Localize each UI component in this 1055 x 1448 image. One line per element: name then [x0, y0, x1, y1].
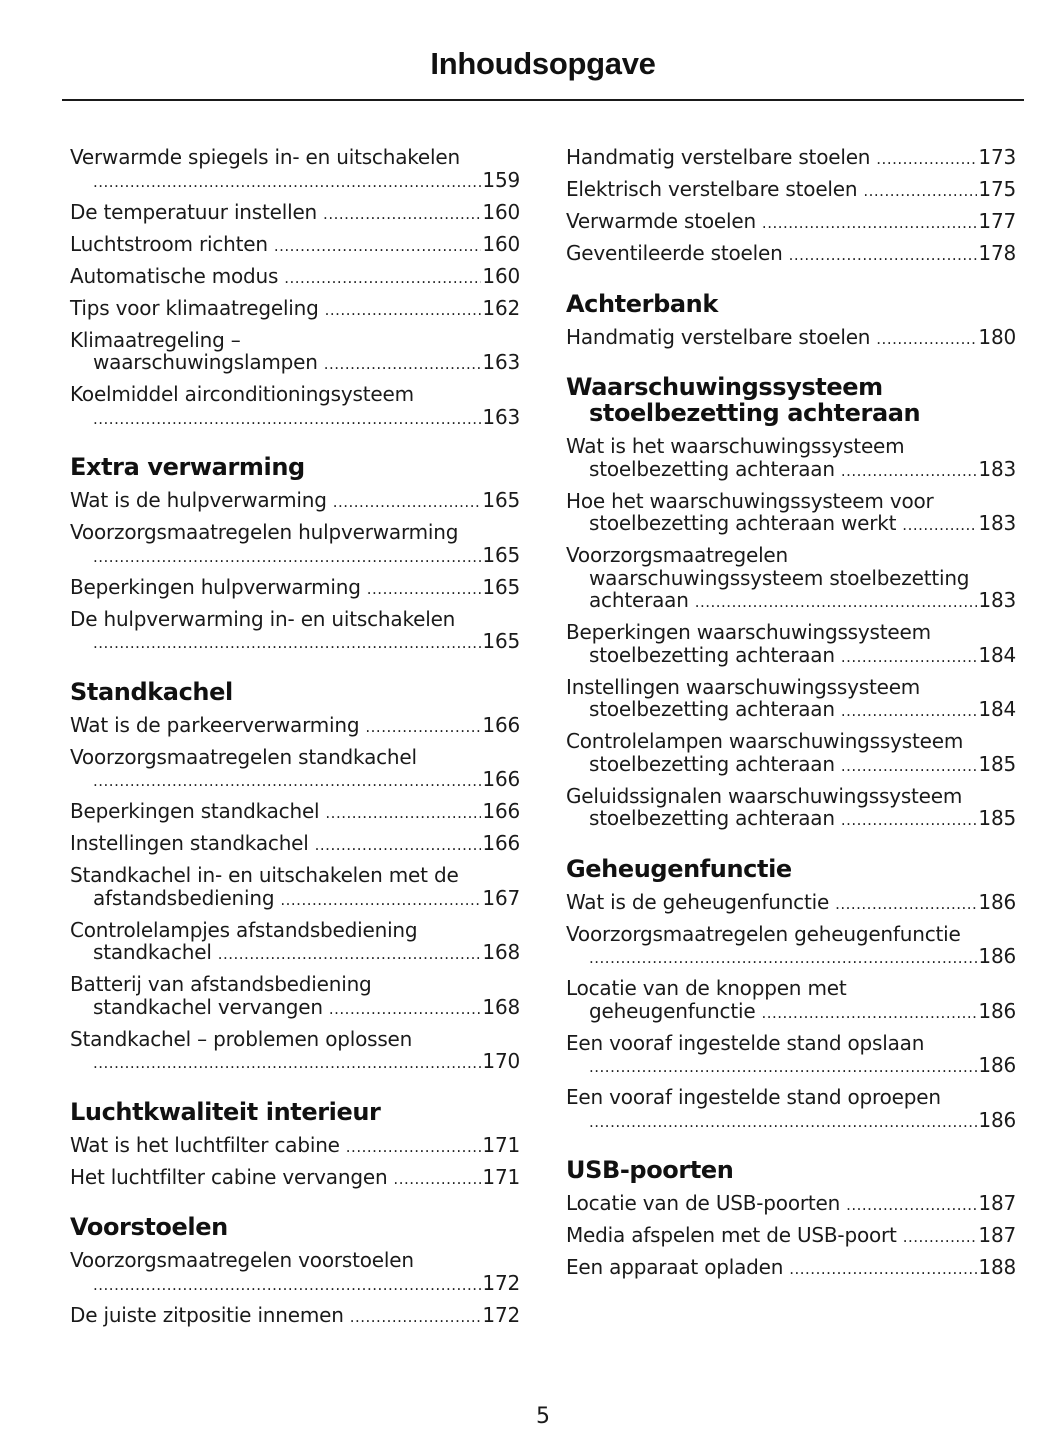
- toc-entry[interactable]: [566, 621, 1016, 668]
- dot-leader: [93, 408, 481, 431]
- toc-entry-line: [70, 1272, 520, 1297]
- toc-entry-title: Koelmiddel airconditioningsysteem: [70, 382, 414, 406]
- toc-entry[interactable]: [566, 1256, 1016, 1281]
- toc-entry-line: [566, 326, 1016, 351]
- toc-page-number[interactable]: 165: [482, 542, 520, 567]
- toc-entry[interactable]: [70, 800, 520, 825]
- toc-entry-line: [70, 406, 520, 431]
- section-heading-text: Achterbank: [566, 289, 718, 318]
- toc-page-number[interactable]: 159: [482, 167, 520, 192]
- toc-entry-title: Instellingen waarschuwingssysteem: [566, 674, 921, 699]
- toc-entry-line: [70, 1134, 520, 1159]
- toc-entry-line: [566, 1054, 1016, 1079]
- toc-entry-title: Voorzorgsmaatregelen hulpverwarming: [70, 520, 459, 544]
- toc-entry-title: Controlelampen waarschuwingssysteem: [566, 729, 964, 753]
- section-heading: [566, 291, 1016, 317]
- toc-entry-line: [70, 1166, 520, 1191]
- dot-leader: [589, 1111, 977, 1134]
- toc-page-number[interactable]: 186: [978, 1053, 1016, 1077]
- dot-leader: [841, 700, 978, 723]
- dot-leader: [902, 514, 977, 537]
- toc-page-number[interactable]: 188: [978, 1255, 1016, 1279]
- toc-entry[interactable]: [566, 1086, 1016, 1133]
- toc-entry[interactable]: [566, 891, 1016, 916]
- dot-leader: [761, 1002, 977, 1025]
- toc-entry-title: Klimaatregeling –: [70, 327, 241, 352]
- toc-entry-title: Wat is de geheugenfunctie: [566, 889, 830, 914]
- toc-entry-title: stoelbezetting achteraan: [589, 751, 835, 776]
- toc-entry[interactable]: [70, 608, 520, 655]
- page-number: 5: [536, 1404, 550, 1429]
- toc-page-number[interactable]: 165: [482, 574, 520, 599]
- dot-leader: [93, 171, 481, 194]
- toc-entry-title: Elektrisch verstelbare stoelen: [566, 177, 858, 201]
- toc-entry-title: Standkachel in- en uitschakelen met de: [70, 863, 459, 887]
- toc-entry-line: [566, 644, 1016, 669]
- toc-page-number[interactable]: 185: [978, 751, 1016, 776]
- toc-entry[interactable]: [70, 1166, 520, 1191]
- toc-entry-title: Luchtstroom richten: [70, 231, 268, 256]
- toc-page-number[interactable]: 186: [978, 1107, 1016, 1132]
- section-heading-text: stoelbezetting achteraan: [589, 399, 921, 427]
- toc-entry[interactable]: [70, 233, 520, 258]
- dot-leader: [841, 646, 978, 669]
- toc-entry-title: Tips voor klimaatregeling: [70, 295, 319, 320]
- toc-left-column: [70, 146, 520, 1336]
- toc-page-number[interactable]: 165: [482, 488, 520, 512]
- toc-entry-title: Automatische modus: [70, 263, 279, 288]
- toc-page-number[interactable]: 165: [482, 629, 520, 653]
- toc-page-number[interactable]: 172: [482, 1270, 520, 1295]
- toc-page-number[interactable]: 160: [482, 231, 520, 256]
- toc-entry-title: Een vooraf ingestelde stand oproepen: [566, 1085, 941, 1109]
- dot-leader: [841, 755, 978, 778]
- toc-entry[interactable]: [70, 576, 520, 601]
- toc-entry-line: [566, 242, 1016, 267]
- section-heading-text: Standkachel: [70, 677, 233, 706]
- toc-page-number[interactable]: 186: [978, 889, 1016, 914]
- dot-leader: [393, 1168, 481, 1191]
- toc-entry-title: Handmatig verstelbare stoelen: [566, 145, 871, 169]
- toc-entry-title: waarschuwingssysteem stoelbezetting: [589, 565, 970, 590]
- toc-entry-title: Locatie van de knoppen met: [566, 976, 847, 1000]
- toc-entry[interactable]: [70, 864, 520, 911]
- dot-leader: [346, 1136, 482, 1159]
- toc-page-number[interactable]: 172: [482, 1302, 520, 1327]
- toc-entry-title: Controlelampjes afstandsbediening: [70, 917, 418, 942]
- toc-entry[interactable]: [566, 242, 1016, 267]
- toc-entry-line: [566, 1192, 1016, 1217]
- toc-entry-title: Een vooraf ingestelde stand opslaan: [566, 1030, 925, 1055]
- section-heading: [70, 1214, 520, 1240]
- toc-entry[interactable]: [70, 489, 520, 514]
- toc-entry-line: [566, 1224, 1016, 1249]
- toc-entry-title: geheugenfunctie: [589, 998, 756, 1023]
- dot-leader: [903, 1226, 978, 1249]
- toc-entry-line: [70, 832, 520, 857]
- toc-entry-line: [566, 945, 1016, 970]
- toc-page-number[interactable]: 166: [482, 767, 520, 791]
- dot-leader: [841, 809, 978, 832]
- toc-entry-title: Wat is de hulpverwarming: [70, 488, 327, 512]
- toc-entry[interactable]: [70, 1304, 520, 1329]
- toc-entry-title: stoelbezetting achteraan: [589, 456, 835, 481]
- toc-entry[interactable]: [566, 1032, 1016, 1079]
- toc-entry-title: Wat is het waarschuwingssysteem: [566, 434, 905, 458]
- toc-page-number[interactable]: 171: [482, 1164, 520, 1189]
- toc-entry-line: [70, 576, 520, 601]
- dot-leader: [762, 212, 978, 235]
- toc-entry-title: Instellingen standkachel: [70, 831, 309, 855]
- toc-page-number[interactable]: 160: [482, 263, 520, 288]
- toc-entry[interactable]: [70, 201, 520, 226]
- toc-page-number[interactable]: 180: [978, 324, 1016, 349]
- dot-leader: [93, 1052, 481, 1075]
- toc-page-number[interactable]: 163: [482, 350, 520, 374]
- toc-entry[interactable]: [566, 326, 1016, 351]
- toc-page-number[interactable]: 173: [978, 145, 1016, 169]
- dot-leader: [329, 998, 482, 1021]
- toc-entry-line: [566, 891, 1016, 916]
- dot-leader: [841, 460, 978, 483]
- toc-entry-title: Voorzorgsmaatregelen: [566, 543, 789, 567]
- toc-entry-line: [70, 489, 520, 514]
- section-heading-text: Waarschuwingssysteem: [566, 373, 883, 401]
- toc-page-number[interactable]: 160: [482, 199, 520, 224]
- toc-entry-title: afstandsbediening: [93, 885, 275, 910]
- toc-entry-title: waarschuwingslampen: [93, 350, 318, 374]
- toc-page-number[interactable]: 177: [978, 209, 1016, 233]
- toc-entry[interactable]: [566, 923, 1016, 970]
- dot-leader: [365, 716, 481, 739]
- toc-entry[interactable]: [566, 544, 1016, 614]
- toc-entry-title: stoelbezetting achteraan werkt: [589, 511, 897, 535]
- toc-page-number[interactable]: 168: [482, 994, 520, 1019]
- section-heading: [70, 1099, 520, 1125]
- toc-entry[interactable]: [566, 977, 1016, 1024]
- toc-entry[interactable]: [70, 297, 520, 322]
- toc-entry[interactable]: [566, 676, 1016, 723]
- toc-page-number[interactable]: 186: [978, 998, 1016, 1023]
- toc-page-number[interactable]: 163: [482, 404, 520, 429]
- section-heading: [566, 374, 1016, 426]
- toc-entry[interactable]: [566, 435, 1016, 482]
- toc-entry-title: stoelbezetting achteraan: [589, 642, 835, 667]
- toc-entry-line: [566, 1000, 1016, 1025]
- toc-entry-line: [70, 169, 520, 194]
- dot-leader: [789, 1258, 977, 1281]
- section-heading-text: USB-poorten: [566, 1156, 734, 1184]
- dot-leader: [589, 947, 977, 970]
- toc-right-column: [566, 146, 1016, 1288]
- toc-entry-title: Hoe het waarschuwingssysteem voor: [566, 488, 934, 513]
- section-heading: [70, 454, 520, 480]
- toc-page-number[interactable]: 185: [978, 806, 1016, 830]
- toc-entry-title: achteraan: [589, 588, 689, 612]
- toc-page-number[interactable]: 162: [482, 295, 520, 320]
- toc-entry[interactable]: [70, 714, 520, 739]
- toc-page-number[interactable]: 168: [482, 940, 520, 964]
- title-divider: [62, 99, 1024, 101]
- toc-page-number[interactable]: 187: [978, 1223, 1016, 1247]
- dot-leader: [589, 1056, 977, 1079]
- toc-entry[interactable]: [566, 146, 1016, 171]
- toc-page-number[interactable]: 186: [978, 944, 1016, 968]
- dot-leader: [93, 632, 481, 655]
- toc-page-number[interactable]: 183: [978, 588, 1016, 612]
- toc-entry-title: Geventileerde stoelen: [566, 241, 783, 265]
- toc-entry-title: Voorzorgsmaatregelen geheugenfunctie: [566, 921, 961, 946]
- toc-entry-line: [70, 1050, 520, 1075]
- toc-entry[interactable]: [70, 146, 520, 193]
- toc-entry-line: [70, 1304, 520, 1329]
- dot-leader: [315, 834, 482, 857]
- toc-entry-title: Een apparaat opladen: [566, 1255, 784, 1279]
- toc-entry-line: [566, 1109, 1016, 1134]
- toc-entry-line: [70, 201, 520, 226]
- toc-entry-title: De temperatuur instellen: [70, 199, 318, 224]
- section-heading: [70, 679, 520, 705]
- page-title: Inhoudsopgave: [430, 46, 656, 81]
- dot-leader: [325, 299, 482, 322]
- toc-page-number[interactable]: 184: [978, 642, 1016, 667]
- dot-leader: [789, 244, 978, 267]
- toc-page-number[interactable]: 183: [978, 511, 1016, 535]
- dot-leader: [323, 203, 481, 226]
- dot-leader: [695, 591, 978, 614]
- toc-entry[interactable]: [566, 490, 1016, 537]
- toc-entry-title: De hulpverwarming in- en uitschakelen: [70, 606, 456, 631]
- section-heading-text: Luchtkwaliteit interieur: [70, 1097, 381, 1126]
- toc-entry-line: [70, 800, 520, 825]
- toc-entry-line: [70, 941, 520, 966]
- dot-leader: [876, 328, 977, 351]
- toc-page-number[interactable]: 175: [978, 177, 1016, 201]
- toc-page-number[interactable]: 184: [978, 697, 1016, 721]
- toc-entry[interactable]: [566, 730, 1016, 777]
- toc-entry-title: standkachel vervangen: [93, 994, 323, 1019]
- dot-leader: [876, 148, 977, 171]
- dot-leader: [324, 353, 482, 376]
- toc-entry[interactable]: [70, 1028, 520, 1075]
- toc-entry-title: stoelbezetting achteraan: [589, 697, 835, 721]
- dot-leader: [93, 546, 481, 569]
- toc-entry-line: [70, 887, 520, 912]
- toc-page-number[interactable]: 183: [978, 456, 1016, 481]
- toc-entry-title: Beperkingen standkachel: [70, 799, 320, 823]
- toc-entry-title: Beperkingen waarschuwingssysteem: [566, 620, 931, 644]
- toc-entry[interactable]: [70, 919, 520, 966]
- toc-entry-title: Verwarmde stoelen: [566, 209, 756, 233]
- toc-entry-title: Handmatig verstelbare stoelen: [566, 324, 871, 349]
- toc-entry-line: [70, 233, 520, 258]
- toc-entry-title: Verwarmde spiegels in- en uitschakelen: [70, 145, 460, 169]
- dot-leader: [284, 267, 481, 290]
- section-heading: [566, 1157, 1016, 1183]
- toc-entry-line: [566, 807, 1016, 832]
- toc-entry-line: [566, 458, 1016, 483]
- toc-entry-line: [70, 351, 520, 376]
- dot-leader: [93, 770, 481, 793]
- dot-leader: [218, 943, 482, 966]
- toc-entry[interactable]: [566, 1192, 1016, 1217]
- toc-page-number[interactable]: 171: [482, 1132, 520, 1157]
- toc-entry-line: [70, 265, 520, 290]
- dot-leader: [367, 578, 482, 601]
- toc-entry-line: [70, 996, 520, 1021]
- toc-entry-line: [70, 630, 520, 655]
- toc-entry-line: [566, 589, 1016, 614]
- toc-entry-line: [566, 178, 1016, 203]
- toc-entry-title: Het luchtfilter cabine vervangen: [70, 1164, 388, 1189]
- toc-entry[interactable]: [70, 329, 520, 376]
- toc-entry[interactable]: [566, 210, 1016, 235]
- toc-entry-title: Voorzorgsmaatregelen voorstoelen: [70, 1248, 414, 1272]
- dot-leader: [280, 889, 481, 912]
- dot-leader: [274, 235, 482, 258]
- toc-entry[interactable]: [70, 746, 520, 793]
- dot-leader: [350, 1306, 482, 1329]
- toc-page-number[interactable]: 167: [482, 885, 520, 910]
- toc-entry-line: [70, 714, 520, 739]
- dot-leader: [835, 893, 977, 916]
- dot-leader: [846, 1194, 977, 1217]
- dot-leader: [325, 802, 481, 825]
- section-heading-text: Voorstoelen: [70, 1213, 228, 1241]
- toc-entry[interactable]: [70, 1134, 520, 1159]
- toc-entry-title: De juiste zitpositie innemen: [70, 1302, 344, 1327]
- section-heading: [566, 856, 1016, 882]
- toc-entry-title: Voorzorgsmaatregelen standkachel: [70, 744, 417, 769]
- toc-entry[interactable]: [70, 973, 520, 1020]
- toc-entry[interactable]: [566, 178, 1016, 203]
- toc-entry[interactable]: [566, 785, 1016, 832]
- toc-entry-line: [70, 297, 520, 322]
- toc-entry-title: Media afspelen met de USB-poort: [566, 1223, 897, 1247]
- toc-entry[interactable]: [70, 521, 520, 568]
- toc-page-number[interactable]: 166: [482, 712, 520, 737]
- toc-entry[interactable]: [70, 265, 520, 290]
- toc-entry-line: [566, 698, 1016, 723]
- toc-page-number[interactable]: 178: [978, 241, 1016, 265]
- toc-entry-line: [566, 210, 1016, 235]
- toc-entry[interactable]: [70, 832, 520, 857]
- toc-entry-line: [566, 512, 1016, 537]
- toc-entry-line: [70, 544, 520, 569]
- toc-entry-line: [70, 768, 520, 793]
- toc-entry-title: standkachel: [93, 940, 212, 964]
- toc-page-number[interactable]: 187: [978, 1191, 1016, 1215]
- toc-entry-line: [566, 753, 1016, 778]
- toc-entry[interactable]: [566, 1224, 1016, 1249]
- dot-leader: [863, 180, 977, 203]
- toc-entry-line: [566, 1256, 1016, 1281]
- toc-entry[interactable]: [70, 1249, 520, 1296]
- toc-entry-title: Beperkingen hulpverwarming: [70, 574, 361, 599]
- toc-page-number[interactable]: 166: [482, 831, 520, 855]
- toc-entry-title: stoelbezetting achteraan: [589, 806, 835, 830]
- toc-entry-title: Wat is het luchtfilter cabine: [70, 1132, 340, 1157]
- toc-entry-title: Locatie van de USB-poorten: [566, 1191, 841, 1215]
- toc-page-number[interactable]: 166: [482, 799, 520, 823]
- toc-entry[interactable]: [70, 383, 520, 430]
- section-heading-text: Geheugenfunctie: [566, 854, 792, 883]
- toc-entry-line: [566, 146, 1016, 171]
- toc-entry-title: Batterij van afstandsbediening: [70, 972, 372, 996]
- toc-entry-title: Wat is de parkeerverwarming: [70, 712, 360, 737]
- dot-leader: [333, 491, 482, 514]
- toc-entry-title: Geluidssignalen waarschuwingssysteem: [566, 783, 963, 808]
- dot-leader: [93, 1274, 481, 1297]
- section-heading-text: Extra verwarming: [70, 453, 305, 481]
- toc-page-number[interactable]: 170: [482, 1049, 520, 1073]
- toc-entry-title: Standkachel – problemen oplossen: [70, 1026, 413, 1051]
